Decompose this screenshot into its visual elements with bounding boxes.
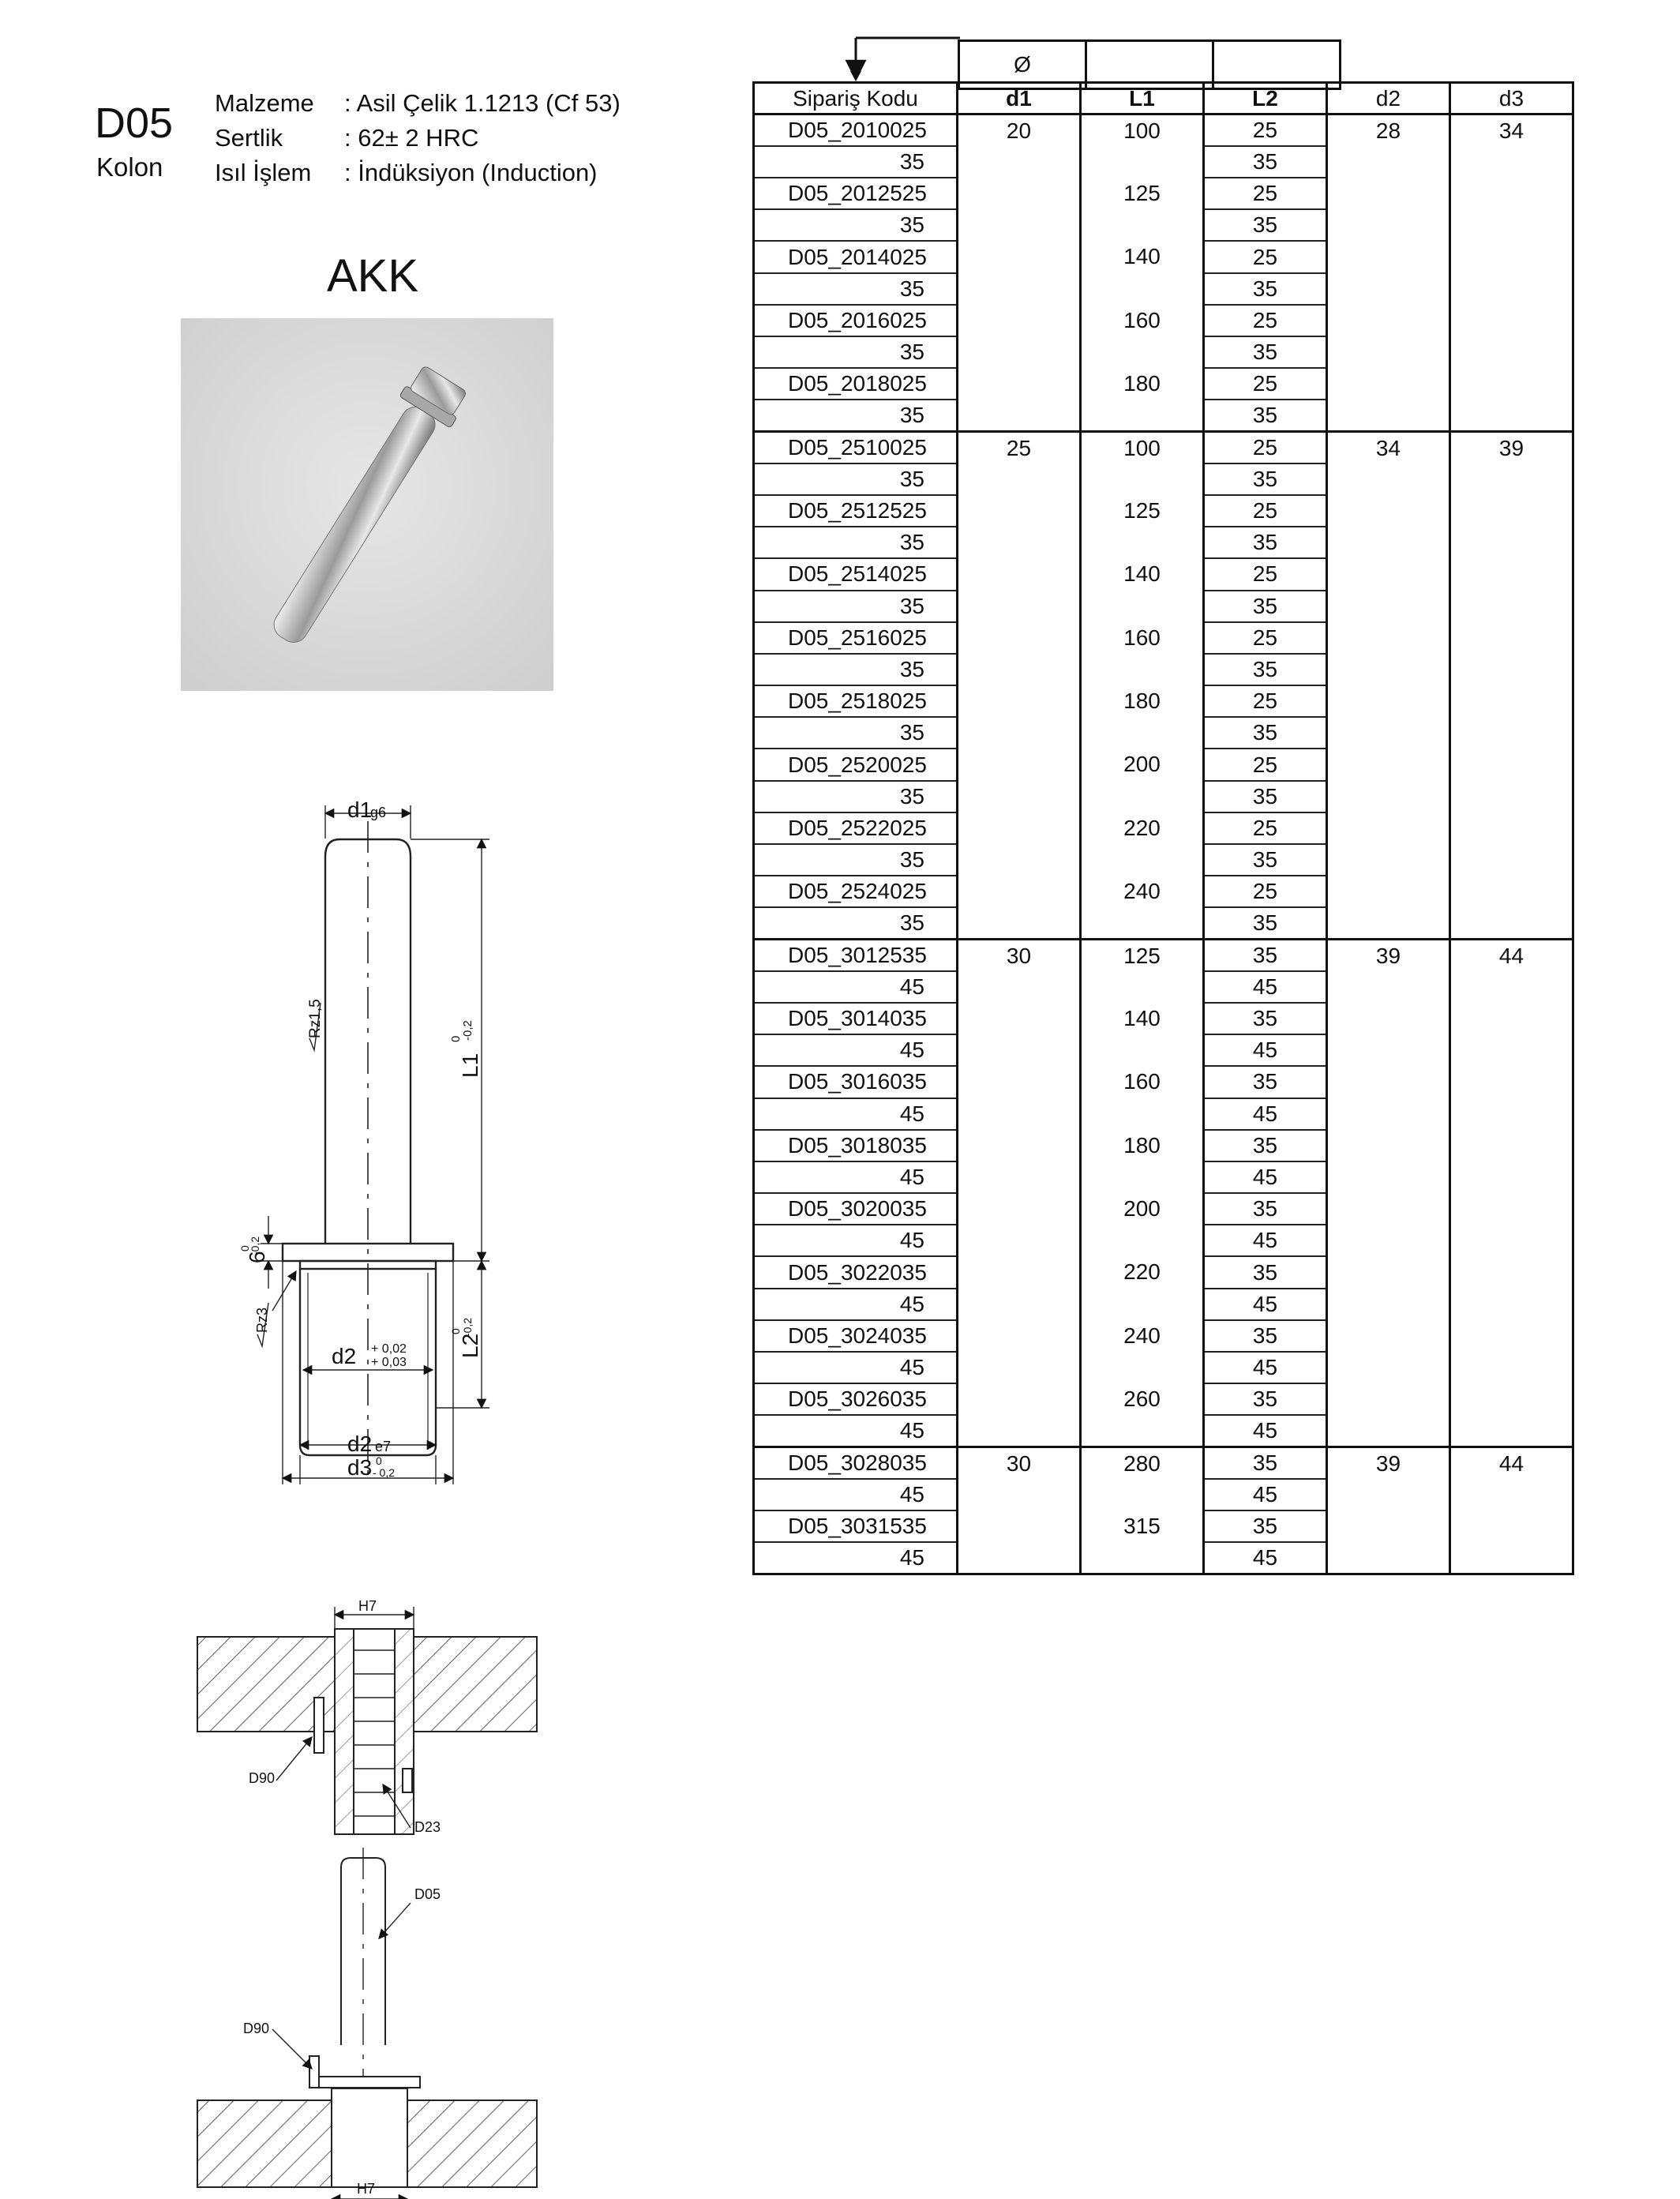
l2-cell: 25 <box>1204 685 1327 717</box>
rz15-label: Rz1,5 <box>307 999 324 1038</box>
l2-cell: 35 <box>1204 1003 1327 1034</box>
six-tol-top: 0 <box>238 1245 251 1251</box>
l2-cell: 45 <box>1204 1161 1327 1193</box>
l2-tol-top: 0 <box>449 1328 462 1334</box>
d3-label: d3 <box>347 1455 373 1480</box>
l2-label: L2 <box>458 1333 482 1358</box>
l2-cell: 35 <box>1204 209 1327 241</box>
header-l2: L2 <box>1204 83 1327 114</box>
h7-label-top: H7 <box>358 1598 377 1614</box>
d3-cell: 34 <box>1450 114 1573 432</box>
d2e-tolerance: e7 <box>375 1439 392 1454</box>
table-row <box>754 114 1573 146</box>
l1-cell: 315 <box>1081 1510 1204 1574</box>
l1-cell: 220 <box>1081 812 1204 876</box>
l2-cell: 45 <box>1204 1098 1327 1130</box>
l1-cell: 180 <box>1081 368 1204 431</box>
table-header-row <box>754 83 1573 114</box>
table-row <box>754 432 1573 463</box>
l2-cell: 25 <box>1204 368 1327 400</box>
alt-length-cell: 35 <box>754 527 958 558</box>
bushing-assembly-drawing <box>197 1607 537 1834</box>
l2-cell: 25 <box>1204 305 1327 336</box>
order-code-cell: D05_3031535 <box>754 1510 958 1542</box>
order-code-cell: D05_2516025 <box>754 622 958 654</box>
l1-label: L1 <box>458 1053 482 1078</box>
alt-length-cell: 35 <box>754 463 958 495</box>
spec-value: : Asil Çelik 1.1213 (Cf 53) <box>344 89 621 117</box>
order-code-cell: D05_2520025 <box>754 749 958 780</box>
l2-tol-bot: -0,2 <box>461 1317 474 1337</box>
table-row <box>754 940 1573 971</box>
alt-length-cell: 45 <box>754 1225 958 1256</box>
l1-cell: 125 <box>1081 178 1204 241</box>
alt-length-cell: 35 <box>754 654 958 685</box>
l1-cell: 140 <box>1081 1003 1204 1066</box>
d2e-label: d2 <box>347 1432 373 1456</box>
l1-cell: 160 <box>1081 305 1204 368</box>
l1-cell: 260 <box>1081 1383 1204 1447</box>
h7-label-bottom: H7 <box>357 2181 376 2197</box>
product-subtitle: Kolon <box>96 152 163 182</box>
brand-name: AKK <box>327 250 419 302</box>
l1-cell: 240 <box>1081 876 1204 939</box>
alt-length-cell: 45 <box>754 1352 958 1383</box>
order-code-cell: D05_3018035 <box>754 1130 958 1161</box>
alt-length-cell: 35 <box>754 209 958 241</box>
alt-length-cell: 45 <box>754 1479 958 1510</box>
d23-label: D23 <box>414 1819 441 1835</box>
l2-cell: 45 <box>1204 1542 1327 1574</box>
l2-cell: 35 <box>1204 1447 1327 1479</box>
d2-tol-bot: + 0,03 <box>371 1356 407 1369</box>
l2-cell: 25 <box>1204 432 1327 463</box>
order-code-cell: D05_3020035 <box>754 1193 958 1225</box>
l2-cell: 45 <box>1204 1479 1327 1510</box>
alt-length-cell: 35 <box>754 336 958 368</box>
alt-length-cell: 45 <box>754 971 958 1003</box>
l2-cell: 25 <box>1204 812 1327 844</box>
l2-cell: 35 <box>1204 907 1327 939</box>
l1-cell: 100 <box>1081 432 1204 495</box>
alt-length-cell: 35 <box>754 146 958 178</box>
order-code-cell: D05_2524025 <box>754 876 958 907</box>
l2-cell: 45 <box>1204 1034 1327 1066</box>
order-table <box>752 81 1574 1575</box>
d05-label: D05 <box>414 1886 441 1902</box>
alt-length-cell: 45 <box>754 1098 958 1130</box>
header-l1: L1 <box>1081 83 1204 114</box>
l2-cell: 45 <box>1204 1225 1327 1256</box>
l2-cell: 25 <box>1204 622 1327 654</box>
l1-cell: 140 <box>1081 241 1204 304</box>
d2-cell: 34 <box>1327 432 1450 940</box>
l2-cell: 25 <box>1204 495 1327 527</box>
l2-cell: 35 <box>1204 781 1327 812</box>
l2-cell: 35 <box>1204 1510 1327 1542</box>
technical-drawing <box>0 0 750 2199</box>
spec-label: Sertlik <box>215 124 283 152</box>
six-label: 6 <box>245 1251 269 1263</box>
header-d3: d3 <box>1450 83 1573 114</box>
l2-cell: 35 <box>1204 400 1327 431</box>
l2-cell: 25 <box>1204 876 1327 907</box>
alt-length-cell: 45 <box>754 1034 958 1066</box>
d1-cell: 20 <box>958 114 1081 432</box>
d3-tol-bot: - 0,2 <box>373 1466 396 1479</box>
l2-cell: 35 <box>1204 654 1327 685</box>
header-order-code: Sipariş Kodu <box>754 83 958 114</box>
l2-cell: 25 <box>1204 241 1327 272</box>
l1-tol-bot: -0,2 <box>461 1020 474 1041</box>
alt-length-cell: 45 <box>754 1161 958 1193</box>
order-code-cell: D05_2012525 <box>754 178 958 209</box>
order-code-cell: D05_3022035 <box>754 1256 958 1288</box>
l1-cell: 140 <box>1081 558 1204 621</box>
l2-cell: 35 <box>1204 717 1327 749</box>
alt-length-cell: 45 <box>754 1289 958 1320</box>
l2-cell: 25 <box>1204 749 1327 780</box>
l2-cell: 35 <box>1204 844 1327 876</box>
order-code-cell: D05_3016035 <box>754 1066 958 1098</box>
l2-cell: 35 <box>1204 1320 1327 1352</box>
order-code-cell: D05_3028035 <box>754 1447 958 1479</box>
l2-cell: 35 <box>1204 273 1327 305</box>
l1-cell: 220 <box>1081 1256 1204 1319</box>
d2-label: d2 <box>332 1344 357 1368</box>
order-code-cell: D05_2522025 <box>754 812 958 844</box>
l2-cell: 35 <box>1204 1130 1327 1161</box>
order-code-cell: D05_2018025 <box>754 368 958 400</box>
header-d2: d2 <box>1327 83 1450 114</box>
order-code-cell: D05_2518025 <box>754 685 958 717</box>
l1-cell: 280 <box>1081 1447 1204 1510</box>
l1-cell: 200 <box>1081 1193 1204 1256</box>
d90-label-bottom: D90 <box>243 2021 270 2036</box>
l2-cell: 45 <box>1204 971 1327 1003</box>
alt-length-cell: 35 <box>754 844 958 876</box>
d1-cell: 30 <box>958 940 1081 1447</box>
l1-tol-top: 0 <box>449 1035 463 1042</box>
alt-length-cell: 45 <box>754 1542 958 1574</box>
alt-length-cell: 35 <box>754 273 958 305</box>
l2-cell: 45 <box>1204 1352 1327 1383</box>
rz3-label: Rz3 <box>254 1307 270 1333</box>
order-code-cell: D05_3014035 <box>754 1003 958 1034</box>
order-code-cell: D05_3012535 <box>754 940 958 971</box>
spec-label: Isıl İşlem <box>215 159 312 186</box>
order-code-cell: D05_2016025 <box>754 305 958 336</box>
l2-cell: 35 <box>1204 527 1327 558</box>
l1-cell: 100 <box>1081 114 1204 178</box>
d90-label-top: D90 <box>249 1770 276 1786</box>
header-d1: d1 <box>958 83 1081 114</box>
l2-cell: 35 <box>1204 1383 1327 1415</box>
l2-cell: 35 <box>1204 146 1327 178</box>
l1-cell: 125 <box>1081 495 1204 558</box>
spec-label: Malzeme <box>215 89 314 117</box>
d2-cell: 39 <box>1327 940 1450 1447</box>
order-code-cell: D05_3026035 <box>754 1383 958 1415</box>
d3-cell: 39 <box>1450 432 1573 940</box>
product-code: D05 <box>95 99 174 147</box>
alt-length-cell: 35 <box>754 781 958 812</box>
l2-cell: 35 <box>1204 1256 1327 1288</box>
l2-cell: 45 <box>1204 1415 1327 1447</box>
d1-tolerance: g6 <box>370 805 387 820</box>
d2-tol-top: + 0,02 <box>371 1342 407 1356</box>
spec-value: : 62± 2 HRC <box>344 124 479 152</box>
l1-cell: 200 <box>1081 749 1204 812</box>
l2-cell: 35 <box>1204 336 1327 368</box>
d2-cell: 28 <box>1327 114 1450 432</box>
d1-cell: 30 <box>958 1447 1081 1574</box>
order-code-cell: D05_2514025 <box>754 558 958 590</box>
l1-cell: 180 <box>1081 1130 1204 1193</box>
pillar-dimension-drawing <box>257 805 489 1484</box>
l2-cell: 35 <box>1204 1193 1327 1225</box>
l2-cell: 25 <box>1204 178 1327 209</box>
alt-length-cell: 35 <box>754 591 958 622</box>
d3-cell: 44 <box>1450 940 1573 1447</box>
order-code-cell: D05_2014025 <box>754 241 958 272</box>
l2-cell: 25 <box>1204 558 1327 590</box>
l1-cell: 160 <box>1081 622 1204 685</box>
alt-length-cell: 35 <box>754 400 958 431</box>
order-code-cell: D05_2510025 <box>754 432 958 463</box>
l1-cell: 125 <box>1081 940 1204 1003</box>
d2-cell: 39 <box>1327 1447 1450 1574</box>
six-tol-bot: -0,2 <box>249 1236 261 1255</box>
d1-label: d1 <box>347 797 373 822</box>
l1-cell: 240 <box>1081 1320 1204 1383</box>
alt-length-cell: 35 <box>754 907 958 939</box>
l2-cell: 35 <box>1204 463 1327 495</box>
l1-cell: 160 <box>1081 1066 1204 1129</box>
d3-cell: 44 <box>1450 1447 1573 1574</box>
l2-cell: 25 <box>1204 114 1327 146</box>
d3-tol-top: 0 <box>376 1454 382 1467</box>
table-row <box>754 1447 1573 1479</box>
alt-length-cell: 45 <box>754 1415 958 1447</box>
order-code-cell: D05_2512525 <box>754 495 958 527</box>
order-code-cell: D05_2010025 <box>754 114 958 146</box>
alt-length-cell: 35 <box>754 717 958 749</box>
l1-cell: 180 <box>1081 685 1204 749</box>
l2-cell: 35 <box>1204 1066 1327 1098</box>
d1-cell: 25 <box>958 432 1081 940</box>
l2-cell: 45 <box>1204 1289 1327 1320</box>
order-code-cell: D05_3024035 <box>754 1320 958 1352</box>
spec-value: : İndüksiyon (Induction) <box>344 159 598 186</box>
diameter-symbol: Ø <box>959 41 1086 89</box>
l2-cell: 35 <box>1204 591 1327 622</box>
l2-cell: 35 <box>1204 940 1327 971</box>
